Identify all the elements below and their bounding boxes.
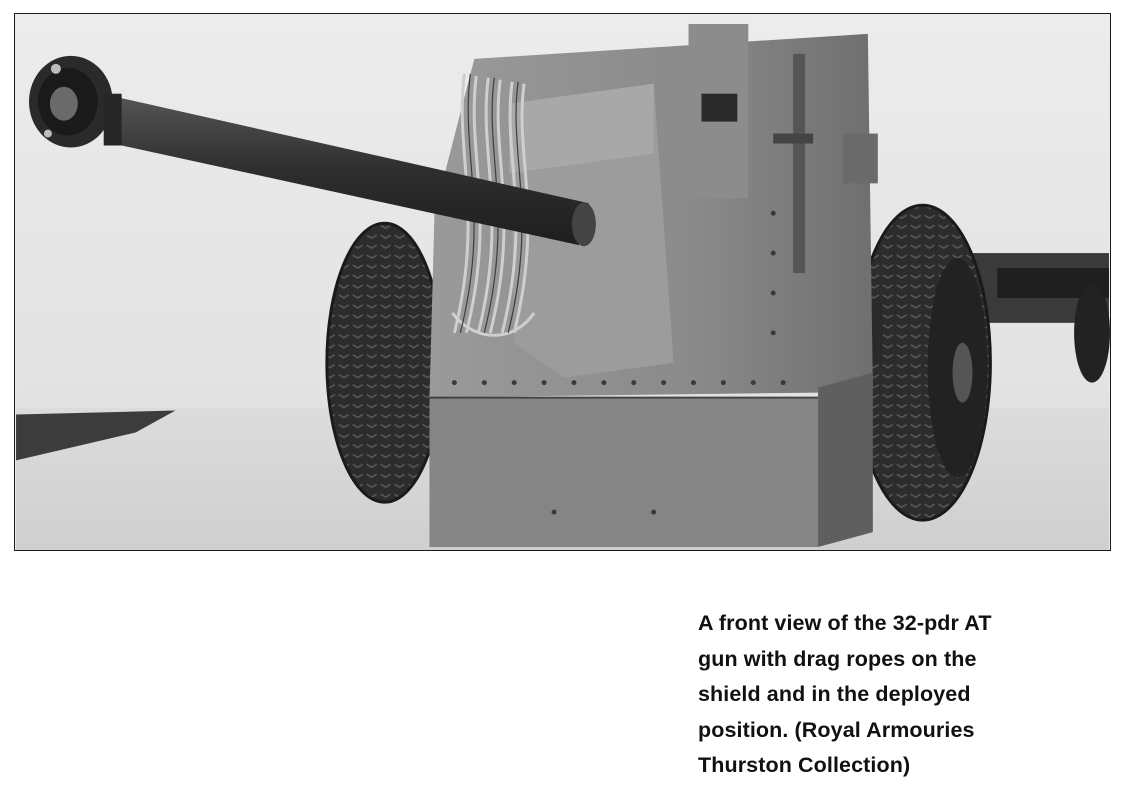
gun-photo-svg (15, 14, 1110, 550)
gun-shield (429, 24, 877, 547)
caption-line-5: Thurston Collection) (698, 753, 911, 777)
caption-line-2: gun with drag ropes on the (698, 646, 977, 671)
left-wheel (327, 223, 443, 502)
caption-line-1: A front view of the 32-pdr AT (698, 611, 992, 635)
photo-caption (698, 606, 1098, 784)
photograph (14, 13, 1111, 551)
caption-line-4: position. (Royal Armouries (698, 717, 975, 742)
caption-line-3: shield and in the deployed (698, 682, 971, 706)
